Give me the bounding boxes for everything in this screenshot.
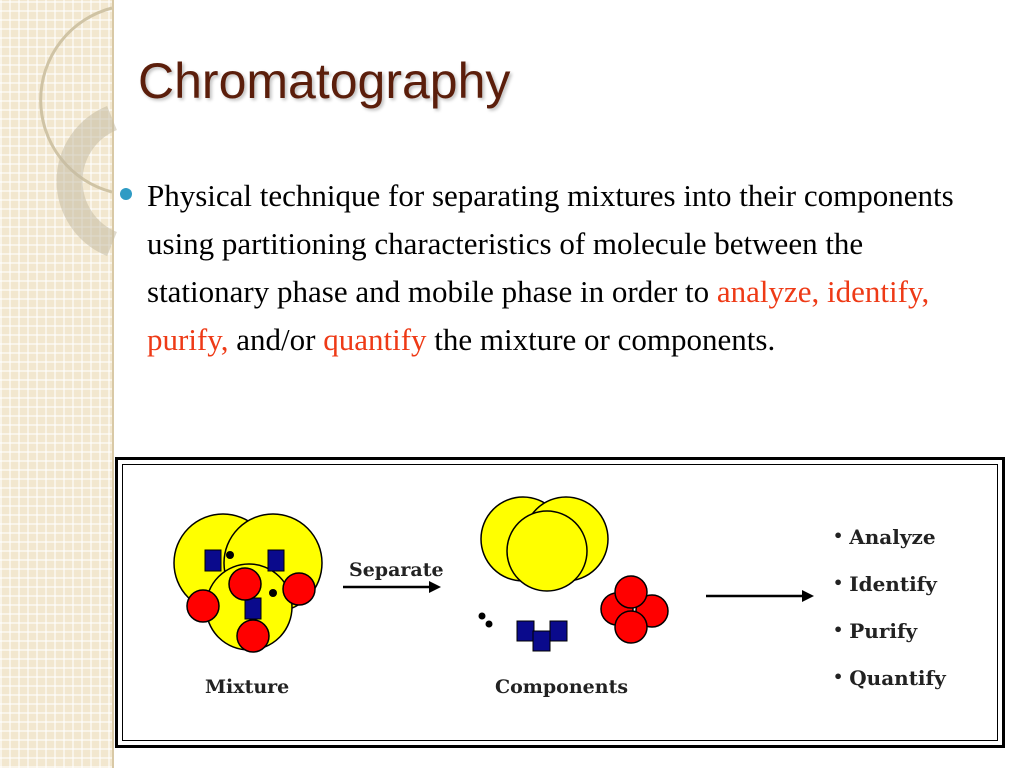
- use-item: [833, 664, 946, 711]
- component-red-circle: [615, 576, 647, 608]
- bullet-text: [147, 172, 990, 364]
- highlight-purposes: analyze, identify, purify,: [147, 274, 930, 357]
- component-black-dot: [486, 621, 493, 628]
- mixture-illustration: [174, 514, 322, 652]
- bullet-icon: •: [833, 573, 844, 592]
- component-red-circle: [615, 611, 647, 643]
- components-label: Components: [495, 676, 629, 698]
- use-item-label: Quantify: [849, 666, 946, 690]
- bullet-text-part: the mixture or components.: [426, 322, 776, 357]
- mixture-blue-square: [205, 550, 221, 571]
- highlight-quantify: quantify: [323, 322, 427, 357]
- mixture-label: Mixture: [205, 676, 290, 698]
- mixture-red-circle: [229, 568, 261, 600]
- arrow-head: [802, 590, 814, 602]
- arrow-head: [429, 581, 441, 593]
- use-item-label: Identify: [849, 572, 937, 596]
- mixture-black-dot: [226, 551, 234, 559]
- use-item: [833, 523, 946, 570]
- figure-inner-border: [122, 464, 998, 741]
- bullet-icon: •: [833, 620, 844, 639]
- use-item-label: Purify: [849, 619, 918, 643]
- mixture-red-circle: [187, 590, 219, 622]
- separate-arrow: [343, 581, 441, 593]
- chromatography-figure: [115, 457, 1005, 748]
- component-yellow-circle: [507, 511, 587, 591]
- use-item: [833, 617, 946, 664]
- separate-label: Separate: [349, 559, 444, 581]
- bullet-text-part: and/or: [228, 322, 324, 357]
- component-blue-square: [533, 631, 550, 651]
- decorative-rings: [0, 0, 140, 260]
- mixture-red-circle: [283, 573, 315, 605]
- bullet-icon: •: [833, 667, 844, 686]
- mixture-blue-square: [268, 550, 284, 571]
- component-black-dot: [479, 613, 486, 620]
- mixture-black-dot: [269, 589, 277, 597]
- bullet-point: [120, 172, 990, 364]
- slide-title: Chromatography: [138, 53, 511, 109]
- uses-list: [833, 523, 946, 711]
- use-item-label: Analyze: [849, 525, 936, 549]
- mixture-blue-square: [245, 598, 261, 619]
- bullet-icon: •: [833, 526, 844, 545]
- mixture-red-circle: [237, 620, 269, 652]
- component-blue-square: [517, 621, 534, 641]
- result-arrow: [706, 590, 814, 602]
- component-blue-square: [550, 621, 567, 641]
- bullet-text-part: Physical technique for separating mixtures into their components using partitioning characteristics of molecule between the stationary phase and mobile phase in order to: [147, 178, 954, 309]
- components-illustration: [479, 497, 669, 651]
- ring-thick: [70, 118, 112, 244]
- use-item: [833, 570, 946, 617]
- bullet-icon: [120, 188, 132, 200]
